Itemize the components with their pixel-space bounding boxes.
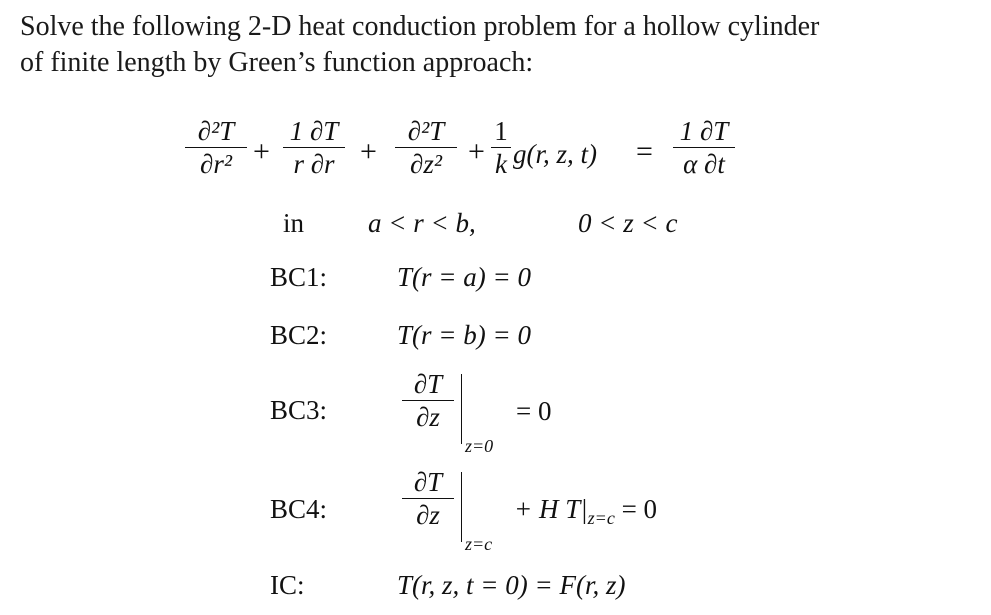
- bc4-convection-text: + H T|: [514, 494, 588, 524]
- bc4-label: BC4:: [270, 494, 328, 524]
- fraction-bar: [185, 147, 247, 148]
- ic-expression: T(r, z, t = 0) = F(r, z): [397, 570, 626, 600]
- bc2-label: BC2:: [270, 320, 328, 350]
- bc3-subscript: z=0: [465, 436, 494, 456]
- plus-sign-1: +: [253, 135, 270, 168]
- fraction-bar: [395, 147, 457, 148]
- bc4-denominator: ∂z: [416, 500, 440, 531]
- intro-line-1: Solve the following 2-D heat conduction problem for a hollow cylinder: [20, 11, 820, 42]
- evaluation-bar: [461, 472, 462, 542]
- plus-sign-2: +: [360, 135, 377, 168]
- term-1-over-r-dT-dr: [283, 117, 345, 178]
- bc1-expression: T(r = a) = 0: [397, 262, 531, 292]
- fraction-bar: [673, 147, 735, 148]
- term-d2T-dr2: [185, 117, 247, 178]
- bc3-numerator: ∂T: [413, 369, 443, 399]
- equals-sign: =: [636, 135, 653, 168]
- domain-label: in: [283, 208, 305, 238]
- bc4-convection-term: [514, 494, 657, 527]
- term-4-denominator: k: [495, 149, 507, 180]
- bc3-derivative: [402, 370, 454, 431]
- bc4-convection-subscript: z=c: [587, 508, 615, 528]
- term-1-over-k: [491, 117, 511, 178]
- term-d2T-dz2: [395, 117, 457, 178]
- term-2-numerator: 1 ∂T: [289, 116, 339, 146]
- bc4-rhs: = 0: [621, 494, 658, 524]
- bc1-label: BC1:: [270, 262, 328, 292]
- rhs-1-over-alpha-dT-dt: [673, 117, 735, 178]
- bc4-subscript: z=c: [465, 534, 493, 554]
- r-range: a < r < b,: [368, 208, 476, 238]
- term-1-denominator: ∂r²: [200, 149, 232, 180]
- bc4-derivative: [402, 468, 454, 529]
- term-1-numerator: ∂²T: [197, 116, 235, 146]
- intro-line-2: of finite length by Green’s function approach:: [20, 47, 534, 78]
- bc2-expression: T(r = b) = 0: [397, 320, 531, 350]
- z-range: 0 < z < c: [578, 208, 678, 238]
- ic-label: IC:: [270, 570, 305, 600]
- bc3-rhs: = 0: [516, 396, 552, 426]
- term-2-denominator: r ∂r: [293, 149, 335, 180]
- term-4-numerator: 1: [494, 116, 508, 146]
- rhs-numerator: 1 ∂T: [679, 116, 729, 146]
- fraction-bar: [402, 498, 454, 499]
- term-3-denominator: ∂z²: [410, 149, 442, 180]
- bc3-denominator: ∂z: [416, 402, 440, 433]
- fraction-bar: [491, 147, 511, 148]
- fraction-bar: [283, 147, 345, 148]
- rhs-denominator: α ∂t: [683, 149, 725, 180]
- plus-sign-3: +: [468, 135, 485, 168]
- term-3-numerator: ∂²T: [407, 116, 445, 146]
- evaluation-bar: [461, 374, 462, 444]
- generation-term: g(r, z, t): [513, 139, 598, 169]
- fraction-bar: [402, 400, 454, 401]
- bc4-numerator: ∂T: [413, 467, 443, 497]
- bc3-label: BC3:: [270, 395, 328, 425]
